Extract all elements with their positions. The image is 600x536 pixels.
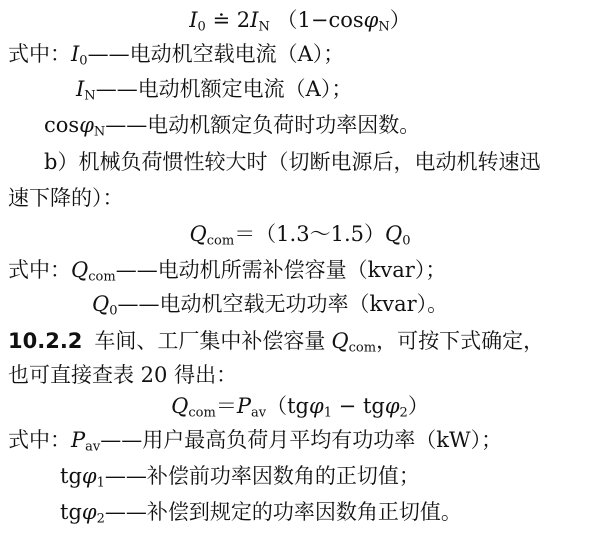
definition-in: $I_N——$电动机额定电流（A）； (76, 77, 353, 104)
section-number: 10.2.2 (8, 329, 83, 353)
section-10-2-2-line1: 10.2.2 车间、工厂集中补偿容量 $Q_{com}$，可按下式确定， (8, 329, 545, 356)
definition-tg-phi2: tgφ$_2$——补偿到规定的功率因数角正切值。 (60, 500, 462, 527)
paragraph-b-line1: b）机械负荷惯性较大时（切断电源后，电动机转速迅 (44, 150, 541, 174)
paragraph-b-line2: 速下降的）： (8, 186, 124, 210)
definition-i0: 式中：$I_0——$电动机空载电流（A）； (8, 42, 345, 69)
definition-q0: $Q_0——$电动机空载无功功率（kvar）。 (92, 292, 449, 319)
definition-qcom: 式中：$Q_{com}——$电动机所需补偿容量（kvar）； (8, 258, 447, 285)
definition-cos-phi-n: cosφ$_N$——电动机额定负荷时功率因数。 (44, 113, 421, 140)
definition-tg-phi1: tgφ$_1$——补偿前功率因数角的正切值； (60, 464, 420, 491)
symbol-i0: I (189, 8, 198, 32)
formula-no-load-current: $I_0$ ≐ $2I_N$ （1−cosφ$_N$） (189, 8, 411, 35)
section-10-2-2-line2: 也可直接查表 20 得出： (8, 363, 238, 387)
definition-pav: 式中：$P_{av}——$用户最高负荷月平均有功功率（kW）； (8, 428, 503, 455)
formula-plant-compensation: $Q_{com}=P_{av}(tg\varphi_1 - tg\varphi_2)$ (171, 394, 429, 421)
formula-compensation-capacity: $Q_{com}=(1.3\sim 1.5)Q_0$ (189, 222, 411, 249)
